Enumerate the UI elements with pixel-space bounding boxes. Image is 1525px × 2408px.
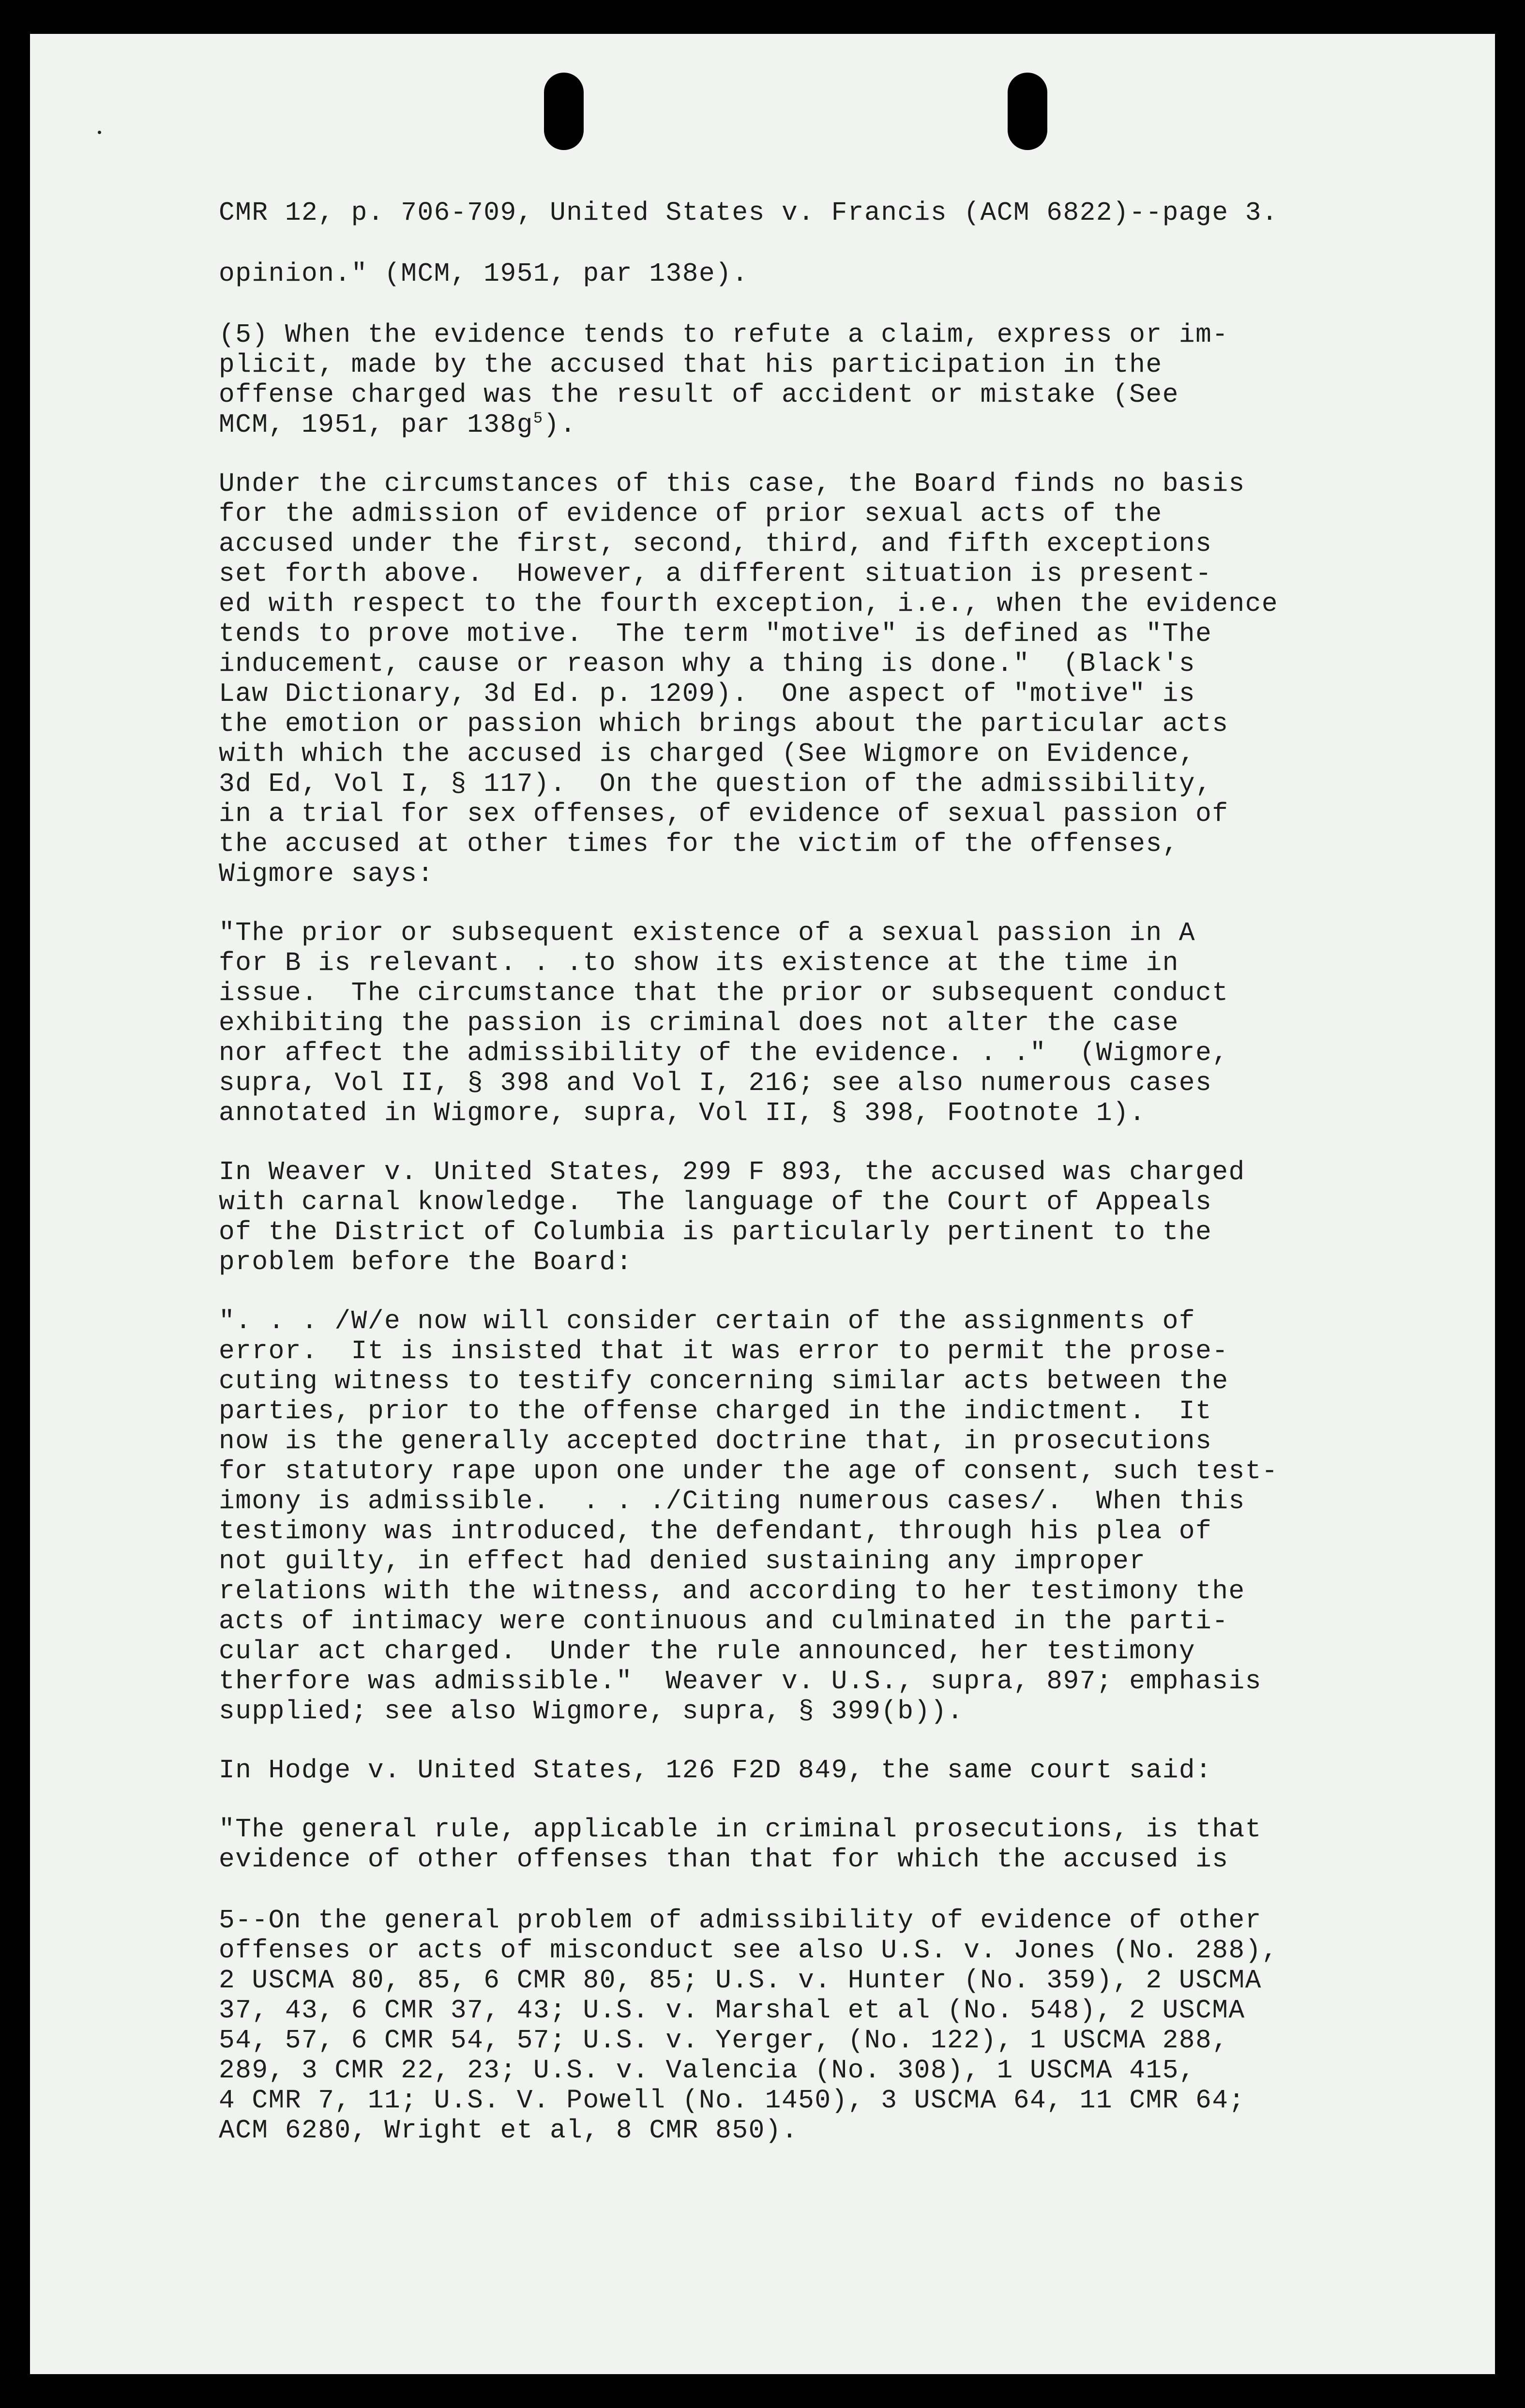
quote-weaver-line: therfore was admissible." Weaver v. U.S., supra, 897; emphasis: [219, 1667, 1262, 1696]
quote-weaver-line: cular act charged. Under the rule announced, her testimony: [219, 1637, 1196, 1666]
punch-hole-right: [1008, 73, 1047, 150]
item5-line: offense charged was the result of accident or mistake (See: [219, 380, 1179, 410]
item5-line: plicit, made by the accused that his participation in the: [219, 350, 1163, 380]
item5-last-text: MCM, 1951, par 138g: [219, 410, 533, 440]
quote-wigmore-line: for B is relevant. . .to show its existence at the time in: [219, 949, 1179, 978]
para-weaver-line: In Weaver v. United States, 299 F 893, the accused was charged: [219, 1158, 1245, 1187]
quote-wigmore-line: exhibiting the passion is criminal does not alter the case: [219, 1009, 1179, 1038]
quote-wigmore-line: supra, Vol II, § 398 and Vol I, 216; see also numerous cases: [219, 1069, 1212, 1098]
footnote-line: 37, 43, 6 CMR 37, 43; U.S. v. Marshal et al (No. 548), 2 USCMA: [219, 1996, 1245, 2026]
quote-weaver-line: ". . . /W/e now will consider certain of the assignments of: [219, 1307, 1196, 1336]
item5-last-line: [219, 410, 1458, 440]
para-board-line: set forth above. However, a different situation is present-: [219, 560, 1212, 589]
opening-line: opinion." (MCM, 1951, par 138e).: [219, 259, 749, 289]
quote-weaver-line: cuting witness to testify concerning similar acts between the: [219, 1367, 1229, 1396]
footnote-line: 54, 57, 6 CMR 54, 57; U.S. v. Yerger, (No. 122), 1 USCMA 288,: [219, 2026, 1229, 2056]
quote-weaver-line: error. It is insisted that it was error to permit the prose-: [219, 1337, 1229, 1366]
para-board-line: tends to prove motive. The term "motive" is defined as "The: [219, 620, 1212, 649]
item-5-paragraph: [219, 320, 1458, 440]
para-board-line: the emotion or passion which brings about the particular acts: [219, 710, 1229, 739]
footnote-line: offenses or acts of misconduct see also U.S. v. Jones (No. 288),: [219, 1936, 1279, 1966]
para-weaver-line: problem before the Board:: [219, 1248, 633, 1277]
para-board-line: in a trial for sex offenses, of evidence of sexual passion of: [219, 800, 1229, 829]
footnote-mark: 5: [533, 409, 544, 427]
footnote-line: 5--On the general problem of admissibility of evidence of other: [219, 1906, 1262, 1936]
para-board-line: inducement, cause or reason why a thing is done." (Black's: [219, 650, 1196, 679]
weaver-quote: [219, 1307, 1458, 1727]
para-board-line: for the admission of evidence of prior sexual acts of the: [219, 500, 1163, 529]
para-board-line: 3d Ed, Vol I, § 117). On the question of the admissibility,: [219, 770, 1212, 799]
para-board-line: Under the circumstances of this case, the Board finds no basis: [219, 469, 1245, 499]
page-header: CMR 12, p. 706-709, United States v. Francis (ACM 6822)--page 3.: [219, 198, 1279, 228]
quote-weaver-line: imony is admissible. . . ./Citing numerous cases/. When this: [219, 1487, 1245, 1516]
quote-weaver-line: parties, prior to the offense charged in the indictment. It: [219, 1397, 1212, 1426]
para-board-line: the accused at other times for the victim of the offenses,: [219, 830, 1179, 859]
para-board-line: Law Dictionary, 3d Ed. p. 1209). One aspect of "motive" is: [219, 680, 1196, 709]
footnote-line: 4 CMR 7, 11; U.S. V. Powell (No. 1450), 3 USCMA 64, 11 CMR 64;: [219, 2086, 1245, 2116]
quote-hodge-line: evidence of other offenses than that for which the accused is: [219, 1845, 1229, 1875]
quote-weaver-line: testimony was introduced, the defendant, through his plea of: [219, 1517, 1212, 1546]
quote-weaver-line: acts of intimacy were continuous and culminated in the parti-: [219, 1607, 1229, 1636]
wigmore-quote: [219, 919, 1458, 1129]
hodge-quote: [219, 1815, 1458, 1875]
quote-weaver-line: for statutory rape upon one under the age of consent, such test-: [219, 1457, 1279, 1486]
quote-hodge-line: "The general rule, applicable in criminal prosecutions, is that: [219, 1815, 1262, 1845]
board-paragraph: [219, 469, 1458, 890]
quote-weaver-line: supplied; see also Wigmore, supra, § 399(b)).: [219, 1697, 964, 1726]
footnote-line: 289, 3 CMR 22, 23; U.S. v. Valencia (No. 308), 1 USCMA 415,: [219, 2056, 1196, 2086]
quote-weaver-line: not guilty, in effect had denied sustaining any improper: [219, 1547, 1146, 1576]
punch-hole-left: [544, 73, 584, 150]
para-board-line: with which the accused is charged (See Wigmore on Evidence,: [219, 740, 1196, 769]
quote-wigmore-line: annotated in Wigmore, supra, Vol II, § 398, Footnote 1).: [219, 1099, 1146, 1128]
hodge-paragraph: In Hodge v. United States, 126 F2D 849, the same court said:: [219, 1756, 1212, 1786]
para-board-line: ed with respect to the fourth exception, i.e., when the evidence: [219, 590, 1279, 619]
weaver-paragraph: [219, 1158, 1458, 1278]
footnote-5: [219, 1906, 1458, 2146]
para-weaver-line: of the District of Columbia is particularly pertinent to the: [219, 1218, 1212, 1247]
para-board-line: accused under the first, second, third, and fifth exceptions: [219, 530, 1212, 559]
para-board-line: Wigmore says:: [219, 860, 434, 889]
para-weaver-line: with carnal knowledge. The language of the Court of Appeals: [219, 1188, 1212, 1217]
footnote-line: ACM 6280, Wright et al, 8 CMR 850).: [219, 2116, 799, 2146]
paper-speck: [98, 131, 101, 134]
item5-line: (5) When the evidence tends to refute a claim, express or im-: [219, 320, 1229, 350]
quote-wigmore-line: issue. The circumstance that the prior or subsequent conduct: [219, 979, 1229, 1008]
document-text: [219, 198, 1458, 2146]
quote-wigmore-line: nor affect the admissibility of the evidence. . ." (Wigmore,: [219, 1039, 1229, 1068]
item5-last-end: ).: [543, 410, 577, 440]
quote-wigmore-line: "The prior or subsequent existence of a sexual passion in A: [219, 919, 1196, 948]
quote-weaver-line: now is the generally accepted doctrine that, in prosecutions: [219, 1427, 1212, 1456]
footnote-line: 2 USCMA 80, 85, 6 CMR 80, 85; U.S. v. Hunter (No. 359), 2 USCMA: [219, 1966, 1262, 1996]
quote-weaver-line: relations with the witness, and according to her testimony the: [219, 1577, 1245, 1606]
